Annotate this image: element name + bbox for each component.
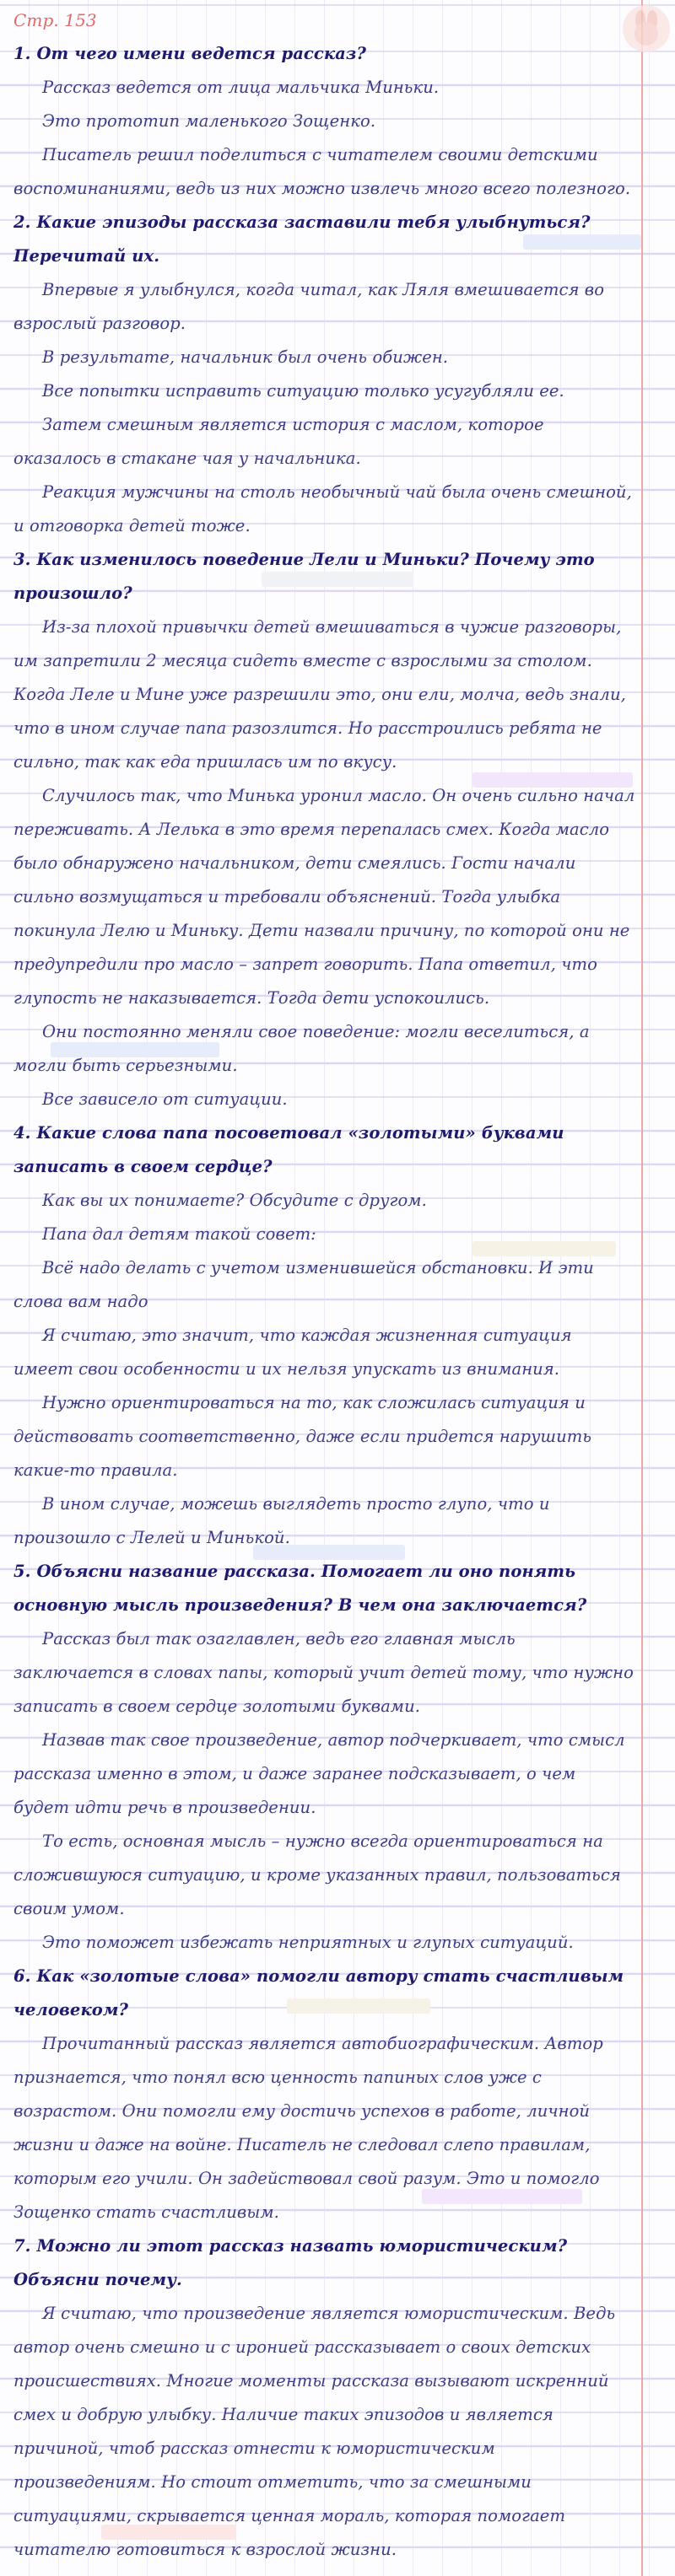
answer-text <box>14 3 636 2567</box>
answer-paragraph: То есть, основная мысль – нужно всегда ориентироваться на сложившуюся ситуацию, и кроме указанных правил, пользоваться своим умом. <box>14 1831 621 1918</box>
answer-paragraph: Как вы их понимаете? Обсудите с другом. <box>42 1191 427 1210</box>
question-heading: 3. Как изменилось поведение Лели и Миньки? Почему это произошло? <box>14 550 595 603</box>
answer-paragraph: Я считаю, это значит, что каждая жизненная ситуация имеет свои особенности и их нельзя упускать из внимания. <box>14 1326 572 1379</box>
answer-paragraph: Из-за плохой привычки детей вмешиваться в чужие разговоры, им запретили 2 месяца сидеть вместе с взрослыми за столом. Когда Леле и Мине уже разрешили это, они ели, молча, ведь знали, что в ином случае папа разозлится. Но расстроились ребята не сильно, так как еда пришлась им по вкусу. <box>14 617 626 772</box>
answer-paragraph: Это прототип маленького Зощенко. <box>42 111 376 131</box>
answer-paragraph: В ином случае, можешь выглядеть просто глупо, что и произошло с Лелей и Минькой. <box>14 1494 550 1547</box>
answer-paragraph: Я считаю, что произведение является юмористическим. Ведь автор очень смешно и с иронией рассказывает о своих детских происшествиях. Многие моменты рассказа вызывают искренний смех и добрую улыбку. Наличие таких эпизодов и является причиной, чтоб рассказ отнести к юмористическим произведениям. Но стоит отметить, что за смешными ситуациями, скрывается ценная мораль, которая помогает читателю готовиться к взрослой жизни. <box>14 2304 616 2559</box>
answer-paragraph: Нужно ориентироваться на то, как сложилась ситуация и действовать соответственно, даже если придется нарушить какие-то правила. <box>14 1393 592 1480</box>
question-heading: 5. Объясни название рассказа. Помогает ли оно понять основную мысль произведения? В чем она заключается? <box>14 1562 587 1615</box>
answer-paragraph: Впервые я улыбнулся, когда читал, как Ляля вмешивается во взрослый разговор. <box>14 280 605 333</box>
answer-paragraph: Случилось так, что Минька уронил масло. Он очень сильно начал переживать. А Лелька в это время перепалась смех. Когда масло было обнаружено начальником, дети смеялись. Гости начали сильно возмущаться и требовали объяснений. Тогда улыбка покинула Лелю и Миньку. Дети назвали причину, по которой они не предупредили про масло – запрет говорить. Папа ответил, что глупость не наказывается. Тогда дети успокоились. <box>14 786 635 1008</box>
answer-paragraph: В результате, начальник был очень обижен. <box>42 347 449 367</box>
answer-paragraph: Все попытки исправить ситуацию только усугубляли ее. <box>42 381 564 401</box>
page-number: Стр. 153 <box>14 10 97 30</box>
question-heading: 4. Какие слова папа посоветовал «золотыми» буквами записать в своем сердце? <box>14 1123 564 1176</box>
answer-paragraph: Это поможет избежать неприятных и глупых ситуаций. <box>42 1933 574 1952</box>
answer-paragraph: Всё надо делать с учетом изменившейся обстановки. И эти слова вам надо <box>14 1258 594 1311</box>
answer-paragraph: Они постоянно меняли свое поведение: могли веселиться, а могли быть серьезными. <box>14 1022 590 1075</box>
margin-line <box>641 0 643 2576</box>
answer-paragraph: Папа дал детям такой совет: <box>42 1224 316 1244</box>
answer-paragraph: Затем смешным является история с маслом, которое оказалось в стакане чая у начальника. <box>14 415 544 468</box>
question-heading: 1. От чего имени ведется рассказ? <box>14 44 366 63</box>
answer-paragraph: Прочитанный рассказ является автобиографическим. Автор признается, что понял всю ценность папиных слов уже с возрастом. Они помогли ему достичь успехов в работе, личной жизни и даже на войне. Писатель не следовал слепо правилам, которым его учили. Он задействовал свой разум. Это и помогло Зощенко стать счастливым. <box>14 2034 603 2222</box>
answer-paragraph: Писатель решил поделиться с читателем своими детскими воспоминаниями, ведь из них можно извлечь много всего полезного. <box>14 145 631 198</box>
answer-paragraph: Назвав так свое произведение, автор подчеркивает, что смысл рассказа именно в этом, и даже заранее подсказывает, о чем будет идти речь в произведении. <box>14 1730 625 1817</box>
answer-paragraph: Реакция мужчины на столь необычный чай была очень смешной, и отговорка детей тоже. <box>14 482 632 535</box>
answer-paragraph: Рассказ ведется от лица мальчика Миньки. <box>42 78 440 97</box>
question-heading: 6. Как «золотые слова» помогли автору стать счастливым человеком? <box>14 1966 624 2019</box>
answer-paragraph: Рассказ был так озаглавлен, ведь его главная мысль заключается в словах папы, который учит детей тому, что нужно записать в своем сердце золотыми буквами. <box>14 1629 634 1716</box>
question-heading: 7. Можно ли этот рассказ назвать юмористическим? Объясни почему. <box>14 2236 568 2289</box>
question-heading: 2. Какие эпизоды рассказа заставили тебя улыбнуться? Перечитай их. <box>14 212 591 266</box>
answer-paragraph: Все зависело от ситуации. <box>42 1089 288 1109</box>
